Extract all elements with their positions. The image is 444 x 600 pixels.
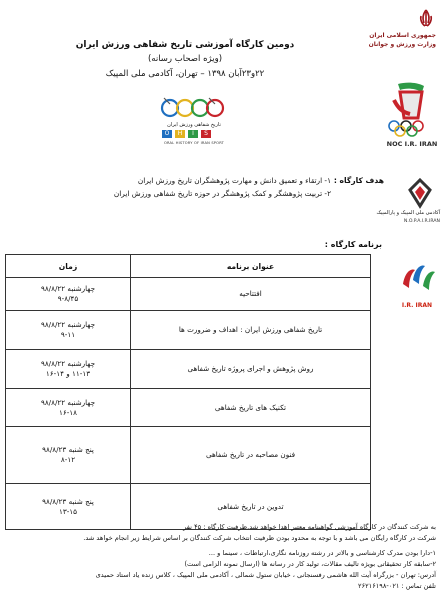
ministry-name-line2: وزارت ورزش و جوانان (368, 41, 436, 48)
program-hours: ۱۱-۱۳ و ۱۴-۱۶ (45, 369, 91, 378)
program-time (6, 350, 131, 389)
program-day: چهارشنبه ۹۸/۸/۲۲ (40, 397, 96, 407)
selection-note: شرکت در کارگاه رایگان می باشد و با توجه به محدود بودن ظرفیت انتخاب شرکت کنندگان بر اساس شرایط زیر انجام خواهد شد. (83, 534, 436, 542)
event-letter-h: H (175, 130, 185, 138)
address-text: آدرس: تهران - بزرگراه آیت الله هاشمی رفسنجانی ، خیابان ستول شمالی ، آکادمی ملی المپیک ، کلاس زنده یاد استاد حمیدی (95, 571, 436, 579)
table-row (6, 278, 371, 311)
page-title: دومین کارگاه آموزشی تاریخ شفاهی ورزش ایران (75, 40, 295, 50)
table-row (6, 389, 371, 427)
program-topic: تدوین در تاریخ شفاهی (131, 484, 371, 530)
program-table (5, 254, 371, 530)
table-header-row (6, 255, 371, 278)
program-day: پنج شنبه ۹۸/۸/۲۳ (42, 445, 94, 454)
time-column-header: زمان (6, 255, 131, 278)
program-hours: ۱۶-۱۸ (58, 407, 78, 417)
ministry-name-line1: جمهوری اسلامی ایران (369, 32, 436, 39)
program-hours: ۹-۱۱ (60, 330, 76, 339)
table-row (6, 427, 371, 484)
academy-caption-en: N.O.P.A.I.R.IRAN (403, 219, 440, 224)
goal-item: ۱- ارتقاء و تعمیق دانش و مهارت پژوهشگران تاریخ ورزش ایران (137, 176, 331, 185)
program-label: برنامه کارگاه : (324, 240, 382, 249)
ministry-logo (370, 8, 440, 53)
paralympic-caption: I.R. IRAN (401, 302, 433, 309)
table-row (6, 311, 371, 350)
program-time (6, 389, 131, 427)
academy-caption-fa: آکادمی ملی المپیک و پارالمپیک (376, 210, 440, 216)
event-letter-i: I (188, 130, 198, 138)
noc-logo (380, 78, 444, 153)
iran-emblem-icon (416, 8, 436, 30)
program-day: چهارشنبه ۹۸/۸/۲۲ (40, 320, 96, 329)
program-topic: افتتاحیه (131, 278, 371, 311)
program-hours: ۸-۱۲ (60, 455, 76, 464)
goal-item: ۲- تربیت پژوهشگر و کمک پژوهشگر در حوزه تاریخ شفاهی ورزش ایران (113, 189, 331, 198)
requirement-1: ۱-دارا بودن مدرک کارشناسی و بالاتر در رشته روزنامه نگاری،ارتباطات ، سینما و ... (208, 549, 436, 557)
event-date-place: ۲۲و۲۳آبان ۱۳۹۸ – تهران، آکادمی ملی المپیک (105, 69, 265, 79)
academy-emblem-icon (390, 176, 440, 210)
requirement-2: ۲-سابقه کار تحقیقاتی بویژه تالیف مقالات، تولید کار در رسانه ها (ارسال نمونه الزامی است) (184, 560, 436, 568)
paralympic-agitos-icon (395, 260, 439, 300)
event-letter-o: O (162, 130, 172, 138)
goals-label: هدف کارگاه : (333, 176, 384, 185)
program-day: چهارشنبه ۹۸/۸/۲۲ (40, 359, 96, 368)
certificate-note: به شرکت کنندگان در کارگاه آموزشی گواهینامه معتبر اهدا خواهد شد.ظرفیت کارگاه : ۴۵ نفر (183, 523, 436, 531)
program-topic: تاریخ شفاهی ورزش ایران : اهداف و ضرورت ها (131, 311, 371, 350)
program-day: چهارشنبه ۹۸/۸/۲۲ (40, 284, 96, 293)
event-name-fa: تاریخ شفاهی ورزش ایران (167, 122, 221, 128)
event-logo (158, 92, 230, 152)
program-topic: تکنیک های تاریخ شفاهی (131, 389, 371, 427)
event-emblem-icon (158, 92, 230, 122)
olympic-academy-logo (376, 176, 440, 236)
event-name-en: ORAL HISTORY OF IRAN SPORT (163, 141, 225, 145)
event-letter-s: S (201, 130, 211, 138)
program-time (6, 278, 131, 311)
noc-emblem-icon (380, 78, 444, 140)
program-time (6, 311, 131, 350)
table-row (6, 350, 371, 389)
program-hours: ۱۳-۱۵ (58, 506, 78, 516)
program-topic: فنون مصاحبه در تاریخ شفاهی (131, 427, 371, 484)
noc-caption: NOC I.R. IRAN (386, 140, 438, 148)
phone-text: تلفن تماس : ۰۲۱-۲۶۲۱۶۱۹۸ (358, 582, 436, 590)
program-day: پنج شنبه ۹۸/۸/۲۳ (42, 496, 94, 506)
program-topic: روش پژوهش و اجرای پروژه تاریخ شفاهی (131, 350, 371, 389)
program-hours: ۹-۸/۴۵ (57, 294, 79, 303)
program-time (6, 427, 131, 484)
page-subtitle: (ویژه اصحاب رسانه) (147, 54, 223, 64)
topic-column-header: عنوان برنامه (131, 255, 371, 278)
paralympic-logo (395, 260, 439, 320)
